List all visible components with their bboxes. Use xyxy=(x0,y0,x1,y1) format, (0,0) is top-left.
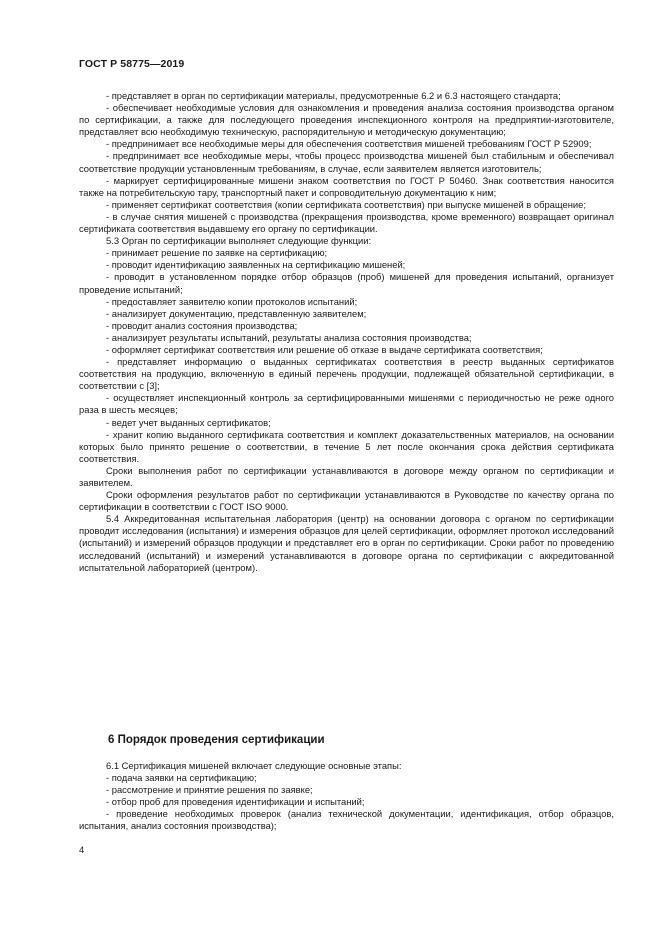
paragraph: - рассмотрение и принятие решения по заявке; xyxy=(106,784,313,796)
section-title: 6 Порядок проведения сертификации xyxy=(108,734,325,746)
paragraph: Сроки выполнения работ по сертификации устанавливаются в договоре между органом по сертификации и заявителем. xyxy=(79,464,614,488)
paragraph: - проводит идентификацию заявленных на сертификацию мишеней; xyxy=(106,259,406,271)
paragraph: Сроки оформления результатов работ по сертификации устанавливаются в Руководстве по качеству органа по сертификации в соответствии с ГОСТ ISO 9000. xyxy=(79,489,614,513)
paragraph: - в случае снятия мишеней с производства (прекращения производства, кроме временного) возвращает оригинал сертификата соответствия выдавшему его органу по сертификации. xyxy=(79,210,614,235)
clause-5-4: 5.4 Аккредитованная испытательная лаборатория (центр) на основании договора с органом по сертификации проводит исследования (испытания) и измерения образцов для целей сертификации, оформляет протокол исследований (испытаний) и измерений образцов продукции и представляет его в орган по сертификации. Сроки работ по проведению исследований (испытаний) и измерений устанавливаются в договоре органа по сертификации с аккредитованной испытательной лабораторией (центром). xyxy=(79,513,614,573)
paragraph: - представляет информацию о выданных сертификатах соответствия в реестр выданных сертификатов соответствия на продукцию, включенную в единый перечень продукции, подлежащей обязательной сертификации, в соответствии с [3]; xyxy=(79,356,614,392)
paragraph: - представляет в орган по сертификации материалы, предусмотренные 6.2 и 6.3 настоящего стандарта; xyxy=(106,90,561,101)
paragraph: - проведение необходимых проверок (анализ технической документации, идентификация, отбор образцов, испытания, анализ состояния производства); xyxy=(79,808,614,832)
paragraph: - ведет учет выданных сертификатов; xyxy=(106,416,271,428)
paragraph: - предпринимает все необходимые меры, чтобы процесс производства мишеней был стабильным и обеспечивал соответствие продукции установленным требованиям, в случае, если заявителем является изготовитель; xyxy=(79,150,614,174)
paragraph: - подача заявки на сертификацию; xyxy=(106,772,257,784)
paragraph: - обеспечивает необходимые условия для ознакомления и проведения анализа состояния производства органом по сертификации, а также для последующего проведения инспекционного контроля на предприятии-изготовителе, представляет всю необходимую техническую, распорядительную и методическую документацию; xyxy=(79,102,614,138)
paragraph: - отбор проб для проведения идентификации и испытаний; xyxy=(106,796,365,808)
paragraph: - маркирует сертифицированные мишени знаком соответствия по ГОСТ Р 50460. Знак соответствия наносится также на потребительскую тару, транспортный пакет и сопроводительную документацию к ним; xyxy=(79,174,614,198)
paragraph: - предпринимает все необходимые меры для обеспечения соответствия мишеней требованиям ГОСТ Р 52909; xyxy=(106,138,592,150)
paragraph: - предоставляет заявителю копии протоколов испытаний; xyxy=(106,295,358,307)
paragraph: - принимает решение по заявке на сертификацию; xyxy=(106,247,328,259)
section-6-body xyxy=(79,760,614,833)
paragraph: - оформляет сертификат соответствия или решение об отказе в выдаче сертификата соответствия; xyxy=(106,343,543,355)
document-body xyxy=(79,90,614,574)
page-number: 4 xyxy=(79,844,85,855)
clause-5-3: 5.3 Орган по сертификации выполняет следующие функции: xyxy=(106,235,372,247)
document-header: ГОСТ Р 58775—2019 xyxy=(79,58,185,70)
paragraph: - анализирует результаты испытаний, результаты анализа состояния производства; xyxy=(106,331,472,343)
paragraph: - осуществляет инспекционный контроль за сертифицированными мишенями с периодичностью не реже одного раза в шесть месяцев; xyxy=(79,392,614,416)
paragraph: - анализирует документацию, представленную заявителем; xyxy=(106,307,367,319)
paragraph: - проводит в установленном порядке отбор образцов (проб) мишеней для проведения испытаний, организует проведение испытаний; xyxy=(79,271,614,295)
paragraph: - проводит анализ состояния производства; xyxy=(106,319,298,331)
paragraph: - применяет сертификат соответствия (копии сертификата соответствия) при выпуске мишеней в обращение; xyxy=(106,198,586,210)
clause-6-1: 6.1 Сертификация мишеней включает следующие основные этапы: xyxy=(106,760,402,771)
paragraph: - хранит копию выданного сертификата соответствия и комплект доказательственных материалов, на основании которых было принято решение о соответствии, в течение 5 лет после окончания срока действия сертификата соответствия. xyxy=(79,428,614,464)
